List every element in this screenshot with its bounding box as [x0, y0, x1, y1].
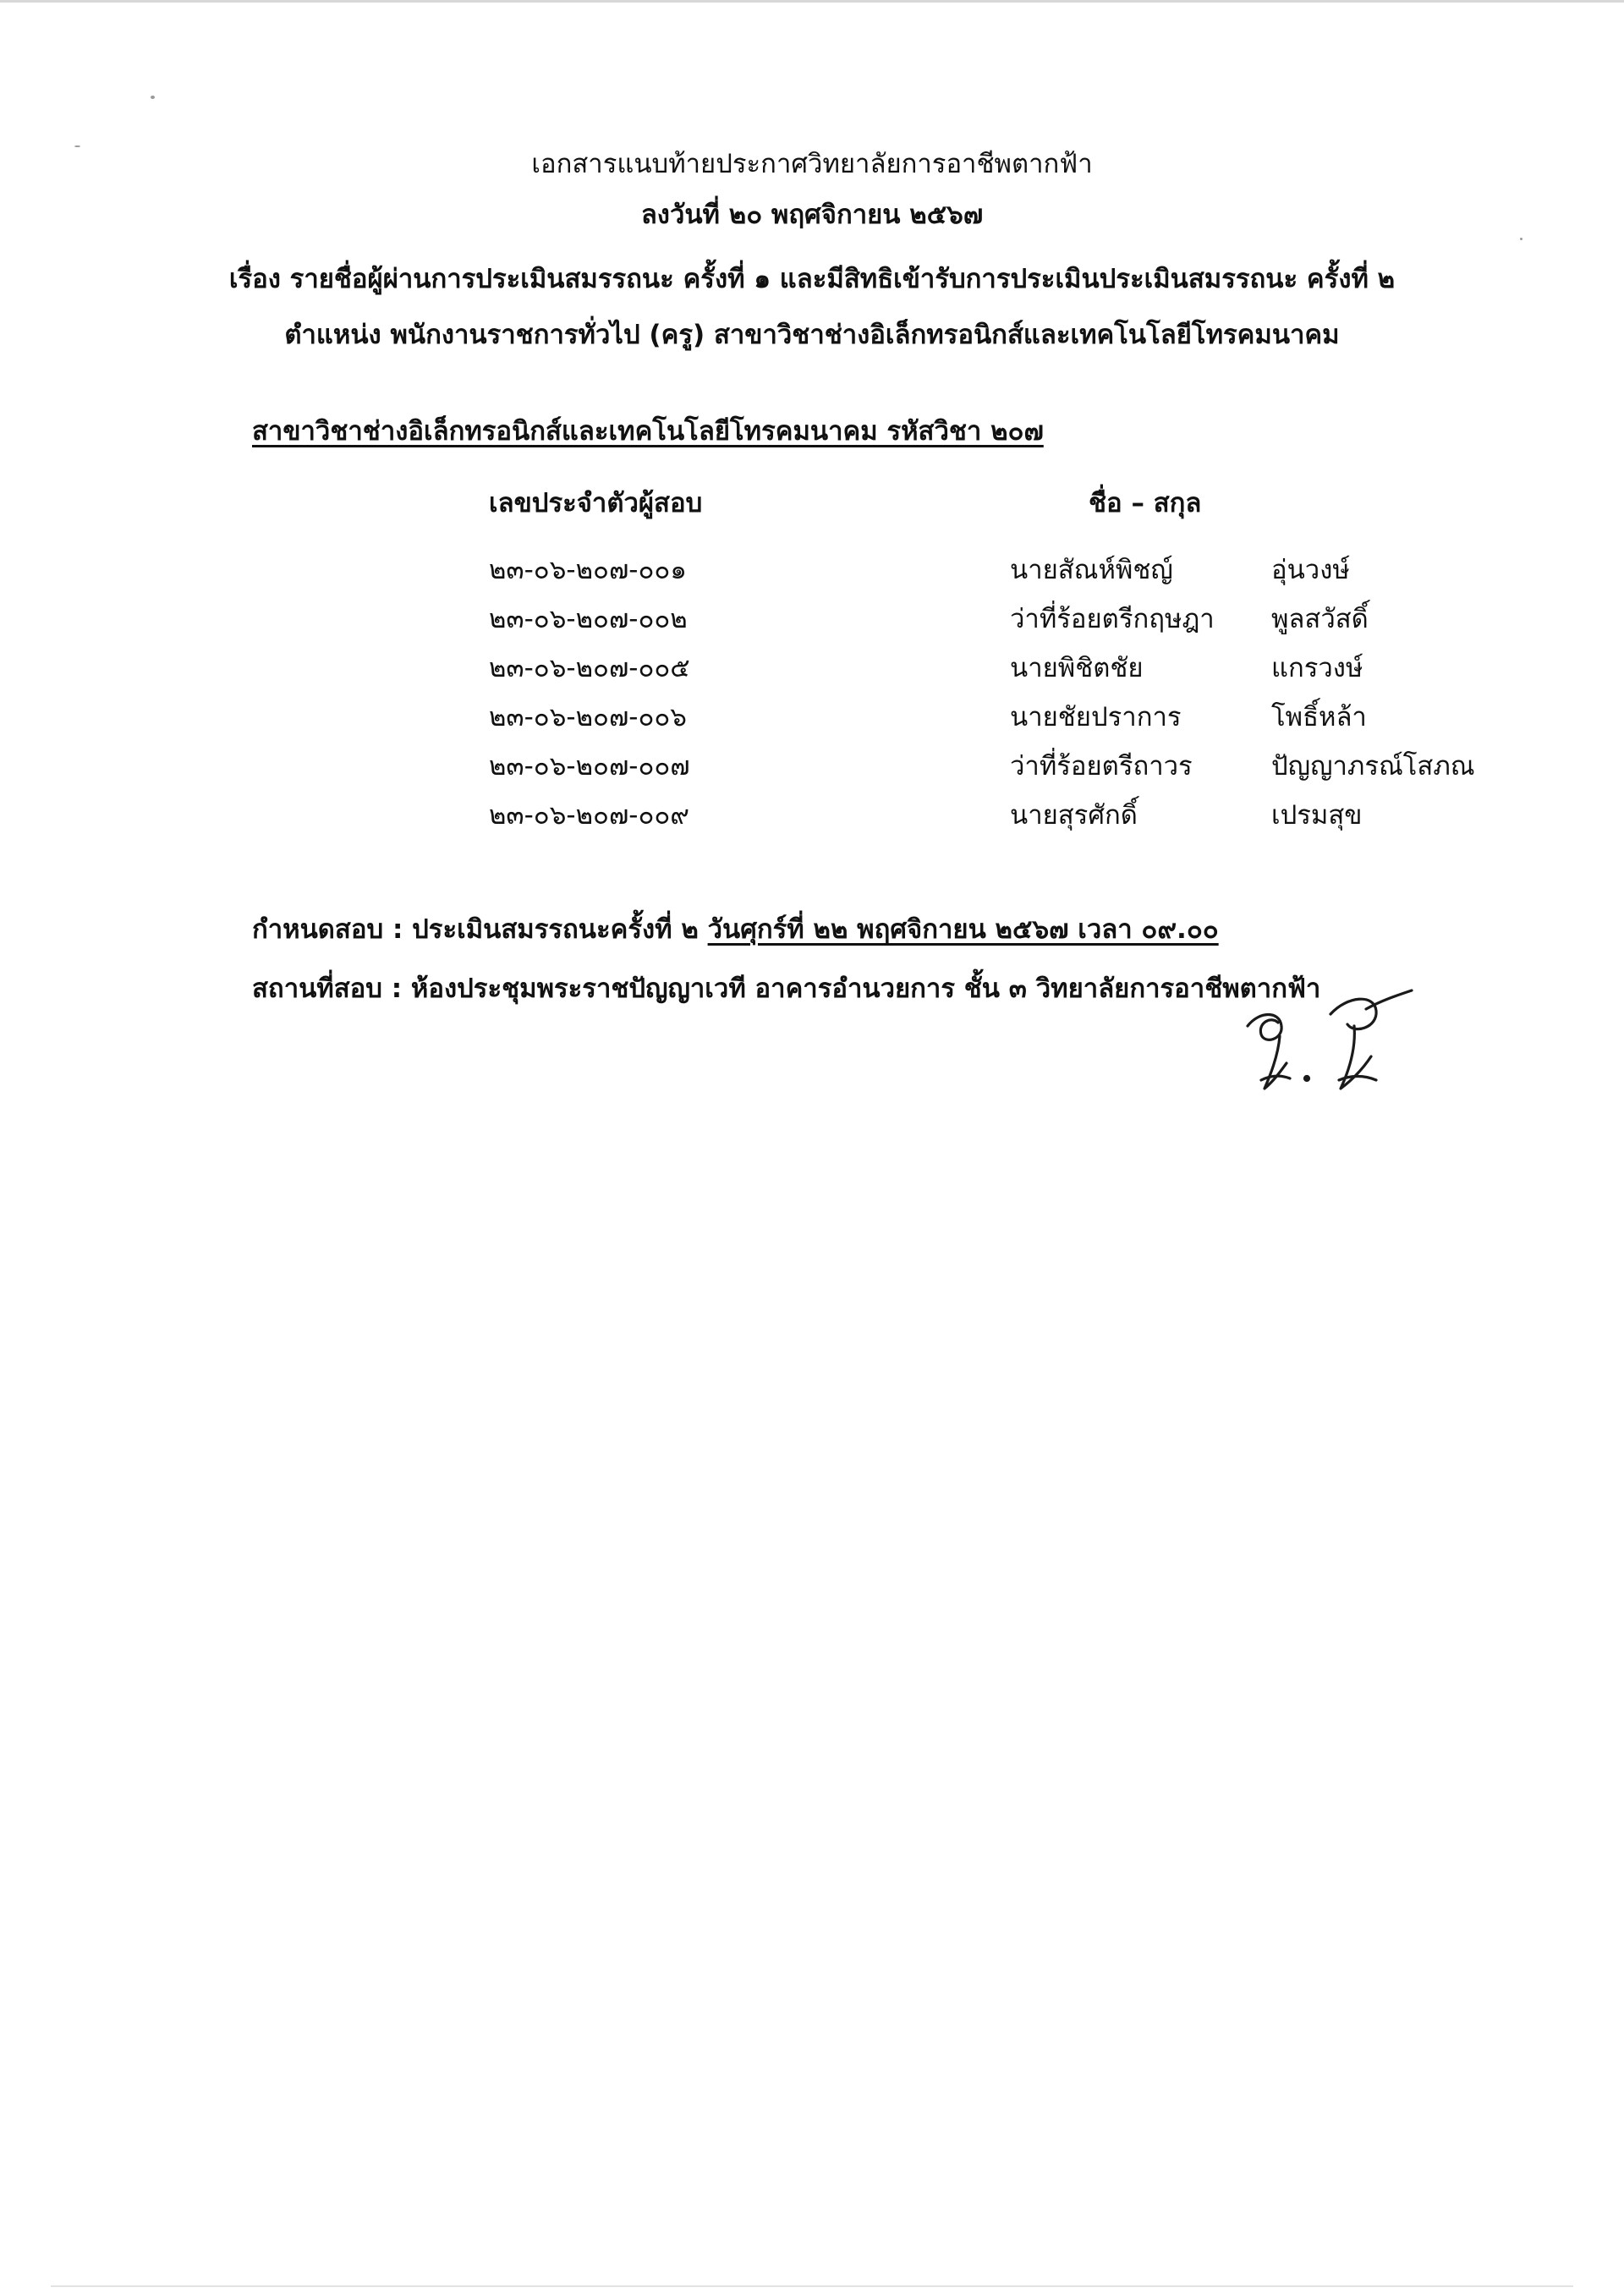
scan-speck — [151, 96, 155, 99]
last-name-cell: ปัญญาภรณ์โสภณ — [1271, 751, 1475, 782]
first-name-cell: ว่าที่ร้อยตรีถาวร — [1010, 751, 1193, 782]
table-row — [0, 598, 1624, 645]
last-name-cell: พูลสวัสดิ์ — [1271, 604, 1369, 634]
document-subject: เรื่อง รายชื่อผู้ผ่านการประเมินสมรรถนะ ครั้งที่ ๑ และมีสิทธิเข้ารับการประเมินประเมินสมรรถนะ ครั้งที่ ๒ — [228, 264, 1396, 294]
section-heading: สาขาวิชาช่างอิเล็กทรอนิกส์และเทคโนโลยีโทรคมนาคม รหัสวิชา ๒๐๗ — [252, 416, 1044, 447]
first-name-cell: นายชัยปราการ — [1010, 702, 1182, 732]
exam-id-cell: ๒๓-๐๖-๒๐๗-๐๐๒ — [489, 604, 688, 634]
first-name-cell: นายสัณห์พิชญ์ — [1010, 555, 1173, 585]
column-header-exam-id: เลขประจำตัวผู้สอบ — [489, 488, 703, 518]
last-name-cell: อุ่นวงษ์ — [1271, 555, 1350, 585]
scan-edge-bottom — [51, 2285, 1573, 2287]
scan-speck — [1520, 238, 1522, 240]
first-name-cell: นายสุรศักดิ์ — [1010, 800, 1138, 831]
exam-schedule-label: กำหนดสอบ : ประเมินสมรรถนะครั้งที่ ๒ — [252, 914, 708, 945]
scan-edge-top — [0, 0, 1624, 3]
table-row — [0, 696, 1624, 743]
exam-id-cell: ๒๓-๐๖-๒๐๗-๐๐๕ — [489, 653, 690, 683]
exam-venue-line: สถานที่สอบ : ห้องประชุมพระราชปัญญาเวที อาคารอำนวยการ ชั้น ๓ วิทยาลัยการอาชีพตากฟ้า — [252, 974, 1321, 1004]
document-header-line-1: เอกสารแนบท้ายประกาศวิทยาลัยการอาชีพตากฟ้า — [531, 149, 1093, 179]
exam-id-cell: ๒๓-๐๖-๒๐๗-๐๐๑ — [489, 555, 687, 585]
column-header-name: ชื่อ – สกุล — [1089, 488, 1202, 518]
table-row — [0, 647, 1624, 694]
exam-id-cell: ๒๓-๐๖-๒๐๗-๐๐๖ — [489, 702, 687, 732]
exam-id-cell: ๒๓-๐๖-๒๐๗-๐๐๙ — [489, 800, 689, 831]
last-name-cell: เปรมสุข — [1271, 800, 1363, 831]
table-row — [0, 549, 1624, 596]
first-name-cell: นายพิชิตชัย — [1010, 653, 1144, 683]
exam-schedule-date: วันศุกร์ที่ ๒๒ พฤศจิกายน ๒๕๖๗ เวลา ๐๙.๐๐ — [707, 914, 1219, 945]
document-header-date: ลงวันที่ ๒๐ พฤศจิกายน ๒๕๖๗ — [640, 200, 984, 230]
last-name-cell: โพธิ์หล้า — [1271, 702, 1367, 732]
exam-schedule-line — [252, 911, 1219, 948]
first-name-cell: ว่าที่ร้อยตรีกฤษฎา — [1010, 604, 1215, 634]
table-row — [0, 745, 1624, 793]
table-row — [0, 794, 1624, 842]
last-name-cell: แกรวงษ์ — [1271, 653, 1363, 683]
handwritten-signature — [1231, 985, 1442, 1104]
exam-id-cell: ๒๓-๐๖-๒๐๗-๐๐๗ — [489, 751, 690, 782]
document-position: ตำแหน่ง พนักงานราชการทั่วไป (ครู) สาขาวิชาช่างอิเล็กทรอนิกส์และเทคโนโลยีโทรคมนาคม — [284, 320, 1340, 350]
